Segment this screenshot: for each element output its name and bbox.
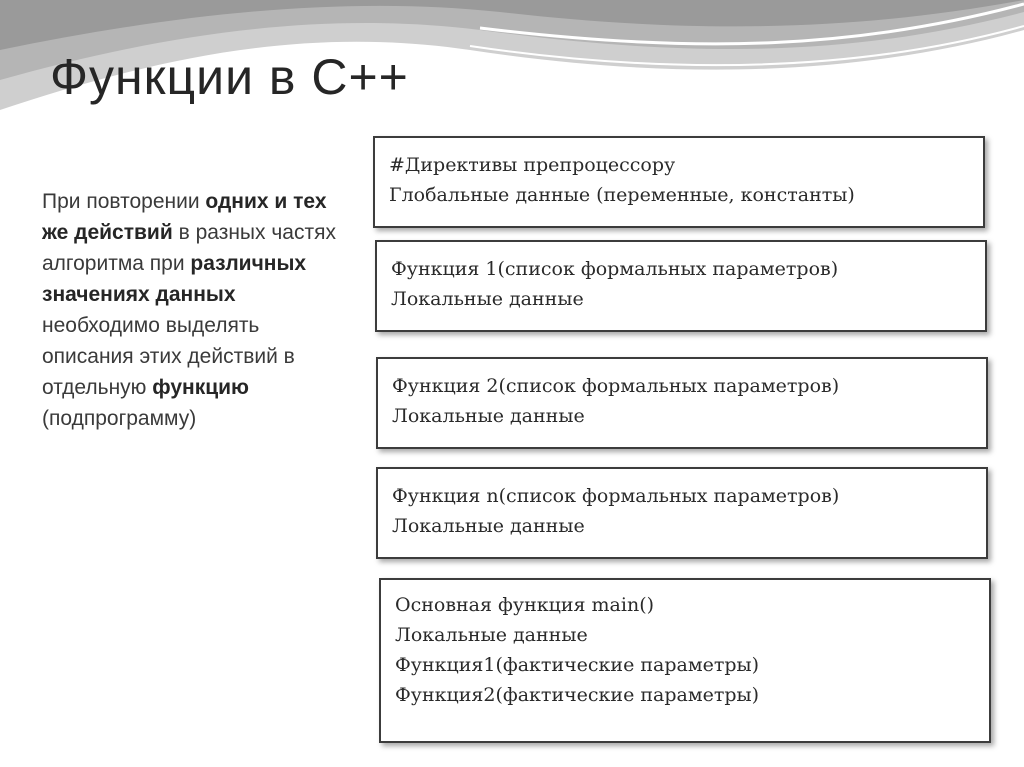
description-part: (подпрограмму) [42, 407, 197, 430]
box-function-2 [376, 357, 988, 449]
box-line: Локальные данные [391, 288, 584, 310]
box-line: #Директивы препроцессору [389, 154, 676, 176]
box-line: Локальные данные [395, 624, 588, 646]
box-function-n [376, 467, 988, 559]
box-line: Функция n(список формальных параметров) [392, 485, 840, 507]
box-line: Функция1(фактические параметры) [395, 654, 760, 676]
box-line: Глобальные данные (переменные, константы) [389, 184, 855, 206]
description-bold-part: различных значениях данных [42, 252, 307, 306]
box-function-1 [375, 240, 987, 332]
description-text [42, 186, 342, 434]
box-line: Локальные данные [392, 515, 585, 537]
box-line: Локальные данные [392, 405, 585, 427]
slide-title: Функции в С++ [50, 49, 409, 105]
description-part: При повторении [42, 190, 206, 213]
box-line: Функция 2(список формальных параметров) [392, 375, 840, 397]
description-part: в разных частях алгоритма при [42, 221, 336, 275]
box-line: Функция2(фактические параметры) [395, 684, 760, 706]
description-bold-part: одних и тех же действий [42, 190, 327, 244]
description-bold-part: функцию [152, 376, 249, 399]
box-line: Основная функция main() [395, 594, 655, 616]
box-preprocessor-globals [373, 136, 985, 228]
box-main-function [379, 578, 991, 743]
box-line: Функция 1(список формальных параметров) [391, 258, 839, 280]
description-part: необходимо выделять описания этих действий в отдельную [42, 314, 295, 399]
